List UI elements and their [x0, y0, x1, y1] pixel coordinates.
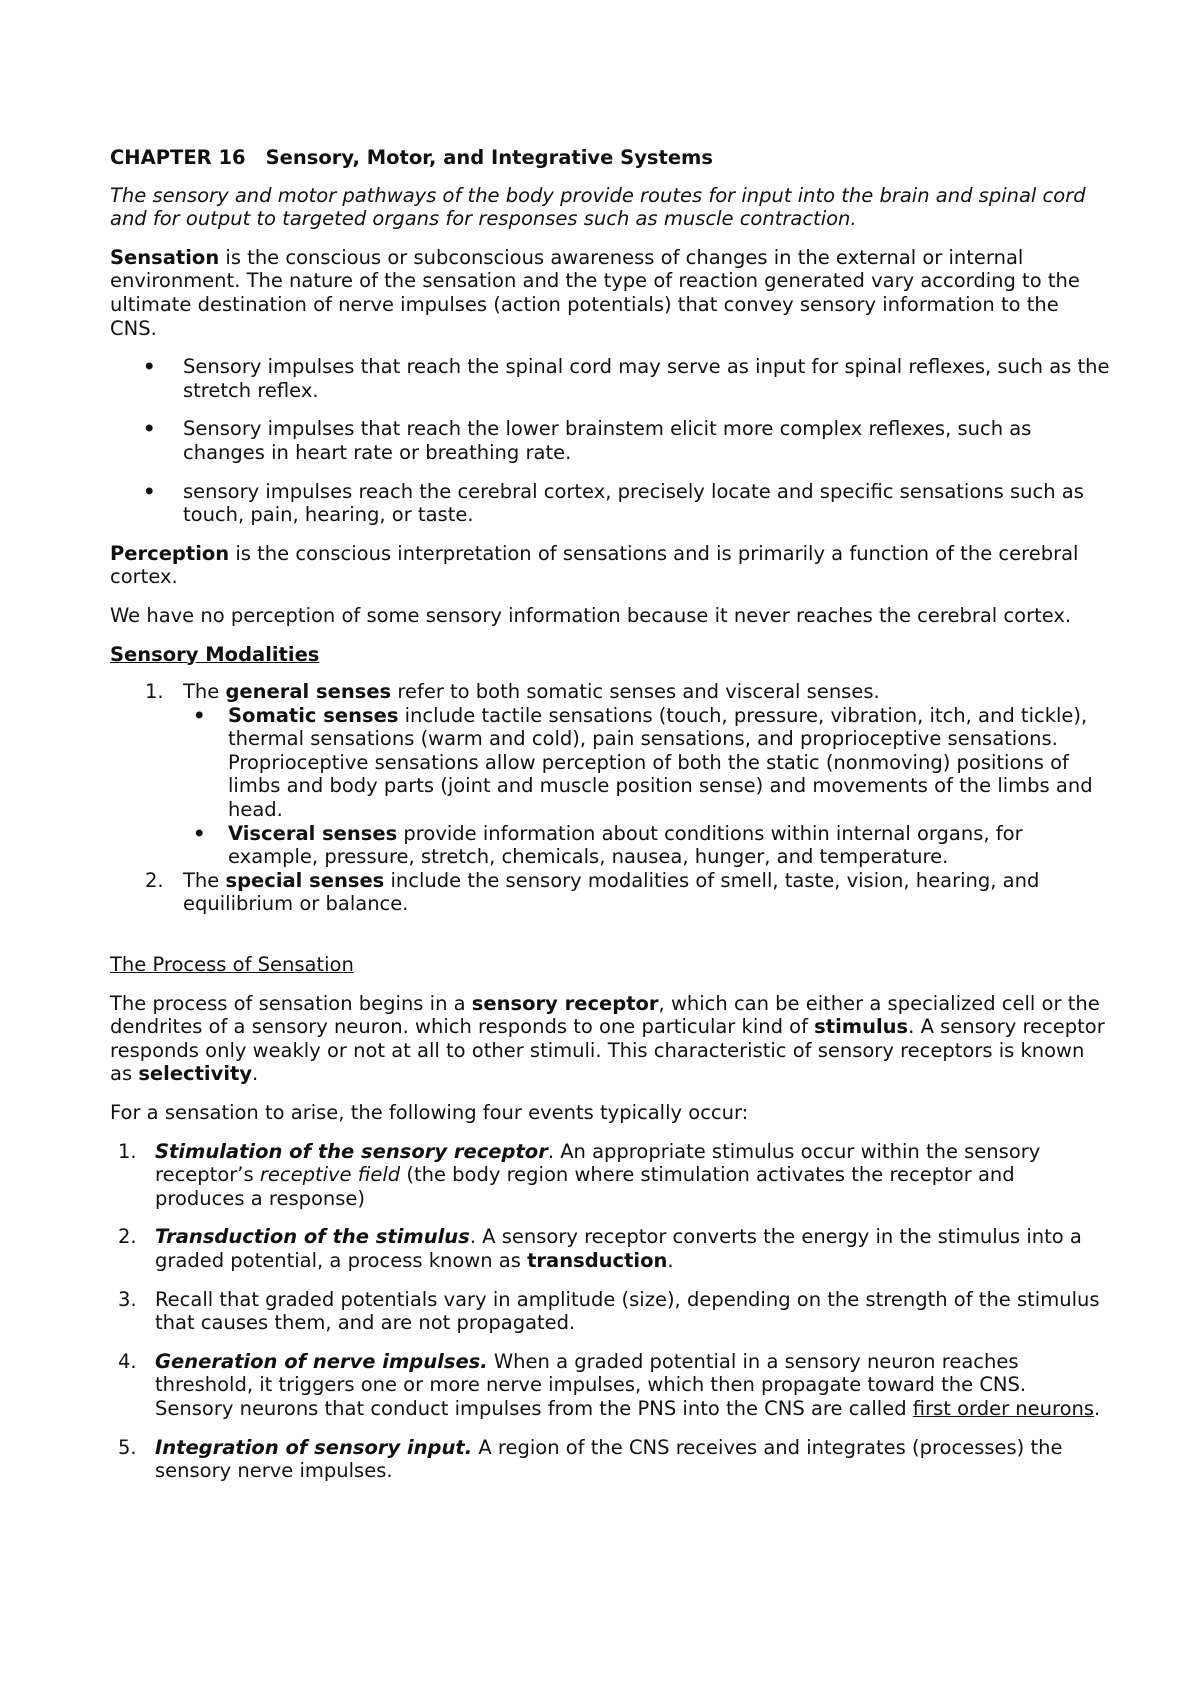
event-text: . An appropriate stimulus occur within the sensory receptor’s — [155, 1139, 1041, 1187]
para-text: , which can be either a specialized cell or the dendrites of a sensory neuron. which responds to one particular kind of — [110, 991, 1100, 1039]
list-item — [110, 1436, 1110, 1483]
no-perception-paragraph: We have no perception of some sensory information because it never reaches the cerebral cortex. — [110, 603, 1072, 627]
list-item: • sensory impulses reach the cerebral cortex, precisely locate and specific sensations such as touch, pain, hearing, or taste. — [110, 480, 1110, 527]
chapter-heading — [110, 146, 1110, 170]
sensation-paragraph — [110, 246, 1110, 340]
list-item — [110, 1140, 1110, 1211]
sensation-term: Sensation — [110, 245, 220, 269]
modalities-list — [110, 680, 1110, 916]
list-item — [110, 1350, 1110, 1421]
somatic-senses-term: Somatic senses — [228, 703, 399, 727]
list-number: 1. — [145, 680, 164, 704]
event-text: (the body region where stimulation activates the receptor and produces a response) — [155, 1163, 1015, 1210]
intro-paragraph: The sensory and motor pathways of the body provide routes for input into the brain and spinal cord and for output to targeted organs for responses such as muscle contraction. — [110, 183, 1086, 231]
list-item — [110, 1288, 1110, 1335]
event-text: . A sensory receptor converts the energy in the stimulus into a graded potential, a process known as — [155, 1225, 1082, 1272]
event-title: Stimulation of the sensory receptor — [155, 1139, 548, 1163]
general-senses-sublist — [183, 704, 1110, 869]
list-number: 2. — [145, 868, 164, 892]
sensory-receptor-term: sensory receptor — [471, 991, 659, 1015]
selectivity-term: selectivity — [138, 1062, 253, 1086]
special-senses-term: special senses — [225, 868, 385, 892]
item-text: include tactile sensations (touch, pressure, vibration, itch, and tickle), thermal sensations (warm and cold), pain sensations, and proprioceptive sensations. Proprioceptive sensations allow perception of both the static (nonmoving) positions of limbs and body parts (joint and muscle position sense) and movements of the limbs and head. — [228, 703, 1093, 822]
item-text: The — [183, 868, 226, 892]
process-heading: The Process of Sensation — [110, 953, 354, 977]
document-content — [110, 146, 1110, 1498]
item-text: include the sensory modalities of smell, taste, vision, hearing, and equilibrium or balance. — [183, 868, 1040, 916]
receptive-field-term: receptive field — [259, 1163, 401, 1187]
item-text: The — [183, 680, 226, 704]
list-item — [183, 822, 1110, 869]
event-text: When a graded potential in a sensory neuron reaches threshold, it triggers one or more nerve impulses, which then propagate toward the CNS. Sensory neurons that conduct impulses from the PNS into the CNS are called — [155, 1349, 1027, 1420]
perception-term: Perception — [110, 541, 230, 565]
event-text: A region of the CNS receives and integrates (processes) the sensory nerve impulses. — [155, 1435, 1063, 1483]
list-item — [110, 680, 1110, 869]
list-number: 5. — [118, 1435, 137, 1459]
chapter-label: CHAPTER 16 — [110, 146, 246, 169]
item-text: provide information about conditions within internal organs, for example, pressure, stretch, chemicals, nausea, hunger, and temperature. — [228, 821, 1023, 869]
events-intro: For a sensation to arise, the following four events typically occur: — [110, 1101, 749, 1124]
visceral-senses-term: Visceral senses — [228, 821, 398, 845]
list-number: 3. — [118, 1287, 137, 1311]
item-text: refer to both somatic senses and visceral senses. — [391, 680, 880, 704]
events-list — [110, 1140, 1110, 1483]
para-text: The process of sensation begins in a — [110, 991, 472, 1015]
transduction-term: transduction — [527, 1248, 668, 1272]
list-number: 2. — [118, 1225, 137, 1249]
event-text: . — [667, 1248, 674, 1272]
first-order-neurons-term: first order neurons — [912, 1396, 1095, 1420]
list-item: • Sensory impulses that reach the lower brainstem elicit more complex reflexes, such as changes in heart rate or breathing rate. — [110, 417, 1110, 464]
process-paragraph — [110, 992, 1110, 1086]
sensory-modalities-heading: Sensory Modalities — [110, 642, 320, 666]
event-title: Transduction of the stimulus — [155, 1225, 470, 1249]
para-text: . A sensory receptor responds only weakly or not at all to other stimuli. This characteristic of sensory receptors is known as — [110, 1015, 1105, 1086]
event-text: . — [1094, 1396, 1101, 1420]
general-senses-term: general senses — [225, 680, 392, 704]
sensation-text: is the conscious or subconscious awareness of changes in the external or internal environment. The nature of the sensation and the type of reaction generated vary according to the ultimate destination of nerve impulses (action potentials) that convey sensory information to the CNS. — [110, 245, 1080, 340]
perception-paragraph — [110, 542, 1110, 589]
event-title: Generation of nerve impulses. — [155, 1349, 488, 1373]
chapter-title: Sensory, Motor, and Integrative Systems — [265, 146, 713, 169]
list-number: 1. — [118, 1139, 137, 1163]
para-text: . — [252, 1062, 259, 1086]
event-text: Recall that graded potentials vary in amplitude (size), depending on the strength of the stimulus that causes them, and are not propagated. — [155, 1287, 1100, 1335]
list-item — [183, 704, 1110, 822]
perception-text: is the conscious interpretation of sensations and is primarily a function of the cerebral cortex. — [110, 541, 1079, 589]
stimulus-term: stimulus — [814, 1015, 909, 1039]
event-title: Integration of sensory input. — [155, 1435, 473, 1459]
list-item — [110, 869, 1110, 916]
list-item: • Sensory impulses that reach the spinal cord may serve as input for spinal reflexes, such as the stretch reflex. — [110, 355, 1110, 402]
sensation-bullet-list — [110, 355, 1110, 527]
list-item — [110, 1225, 1110, 1272]
list-number: 4. — [118, 1349, 137, 1373]
